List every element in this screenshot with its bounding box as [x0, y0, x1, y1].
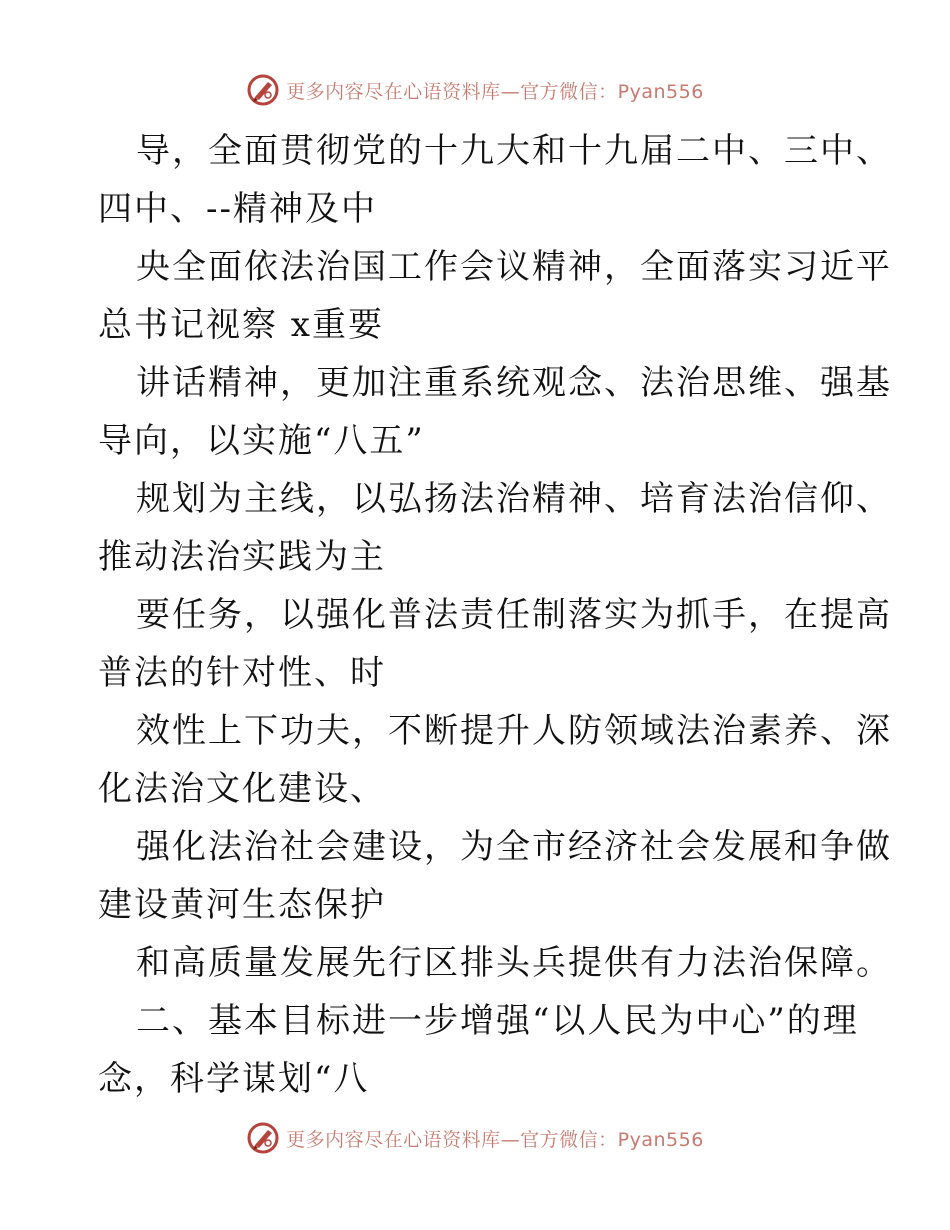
text-line: 推动法治实践为主	[98, 537, 386, 577]
text-line: 导，全面贯彻党的十九大和十九届二中、三中、	[136, 131, 892, 171]
text-line: 效性上下功夫，不断提升人防领域法治素养、深	[136, 711, 892, 751]
footer-banner	[0, 1118, 950, 1158]
pen-logo-icon	[246, 1121, 280, 1155]
text-line: 讲话精神，更加注重系统观念、法治思维、强基	[136, 363, 892, 403]
text-line: 普法的针对性、时	[98, 653, 386, 693]
document-body	[98, 122, 892, 1108]
text-line: 要任务，以强化普法责任制落实为抓手，在提高	[136, 595, 892, 635]
text-line: 央全面依法治国工作会议精神，全面落实习近平	[136, 247, 892, 287]
text-line: 化法治文化建设、	[98, 769, 386, 809]
header-banner-text: 更多内容尽在心语资料库—官方微信：Pyan556	[286, 80, 704, 103]
text-line: 总书记视察 x重要	[98, 305, 384, 345]
text-line: 规划为主线，以弘扬法治精神、培育法治信仰、	[136, 479, 892, 519]
text-line: 和高质量发展先行区排头兵提供有力法治保障。	[136, 943, 892, 983]
footer-banner-text: 更多内容尽在心语资料库—官方微信：Pyan556	[286, 1128, 704, 1151]
pen-logo-icon	[246, 73, 280, 107]
text-line: 四中、--精神及中	[98, 189, 377, 229]
text-line: 强化法治社会建设，为全市经济社会发展和争做	[136, 827, 892, 867]
text-line: 导向，以实施“八五”	[98, 421, 425, 461]
text-line: 二、基本目标进一步增强“以人民为中心”的理	[136, 1001, 859, 1041]
text-line: 念，科学谋划“八	[98, 1059, 370, 1099]
header-banner	[0, 70, 950, 110]
text-line: 建设黄河生态保护	[98, 885, 386, 925]
